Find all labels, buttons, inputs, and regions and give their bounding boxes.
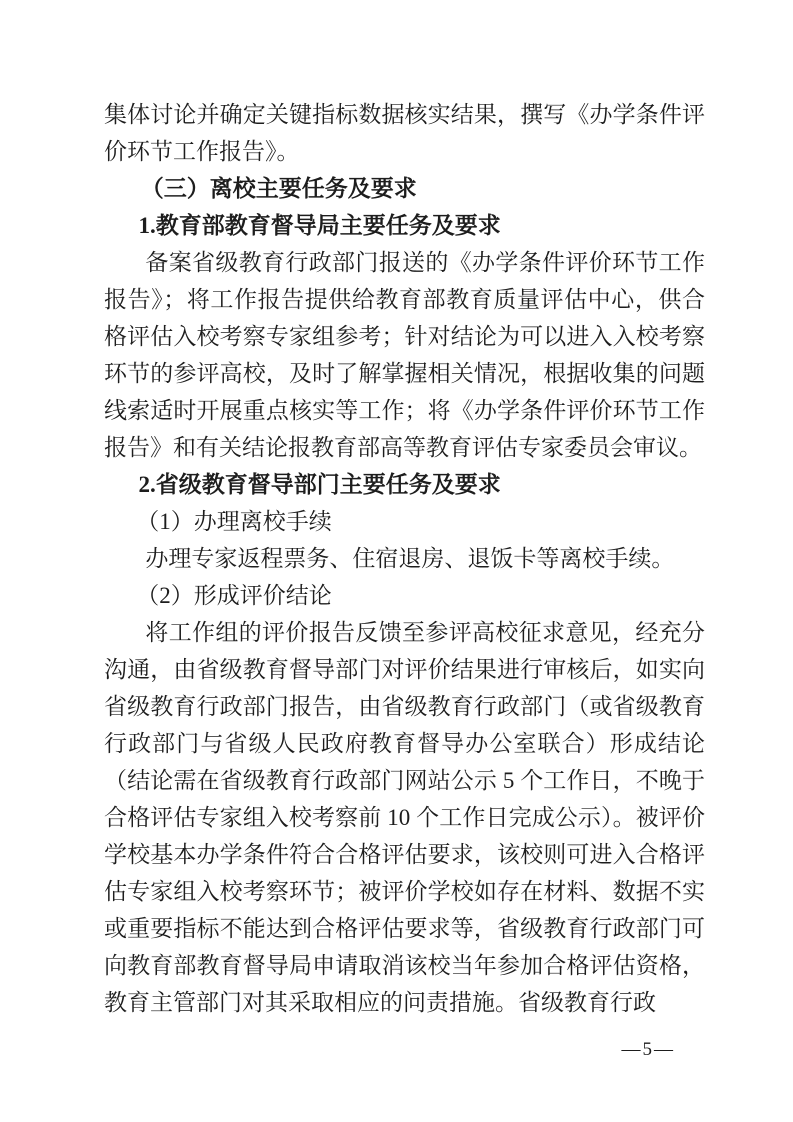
document-body xyxy=(104,96,705,1021)
subsection-heading-1: 1.教育部教育督导局主要任务及要求 xyxy=(138,213,501,238)
paragraph-leaving-details: 办理专家返程票务、住宿退房、退饭卡等离校手续。 xyxy=(145,546,675,571)
sub-item-2-evaluation-conclusion: （2）形成评价结论 xyxy=(136,583,332,608)
page-number: —5— xyxy=(621,1039,675,1060)
sub-item-1-leaving-procedures: （1）办理离校手续 xyxy=(136,509,332,534)
paragraph-conclusion-details: 将工作组的评价报告反馈至参评高校征求意见，经充分沟通，由省级教育督导部门对评价结果进行审核后，如实向省级教育行政部门报告，由省级教育行政部门（或省级教育行政部门与省级人民政府教育督导办公室联合）形成结论（结论需在省级教育行政部门网站公示 5 个工作日，不晚于合格评估专家组入校考察前 10 个工作日完成公示）。被评价学校基本办学条件符合合格评估要求，该校则可进入合格评估专家组入校考察环节；被评价学校如存在材料、数据不实或重要指标不能达到合格评估要求等，省级教育行政部门可向教育部教育督导局申请取消该校当年参加合格评估资格，教育主管部门对其采取相应的问责措施。省级教育行政 xyxy=(104,620,705,1015)
paragraph-continuation: 集体讨论并确定关键指标数据核实结果，撰写《办学条件评价环节工作报告》。 xyxy=(104,102,705,164)
subsection-heading-2: 2.省级教育督导部门主要任务及要求 xyxy=(138,472,501,497)
paragraph-moe-tasks: 备案省级教育行政部门报送的《办学条件评价环节工作报告》；将工作报告提供给教育部教育质量评估中心，供合格评估入校考察专家组参考；针对结论为可以进入入校考察环节的参评高校，及时了解掌握相关情况，根据收集的问题线索适时开展重点核实等工作；将《办学条件评价环节工作报告》和有关结论报教育部高等教育评估专家委员会审议。 xyxy=(104,250,705,460)
section-heading-3: （三）离校主要任务及要求 xyxy=(140,176,417,201)
